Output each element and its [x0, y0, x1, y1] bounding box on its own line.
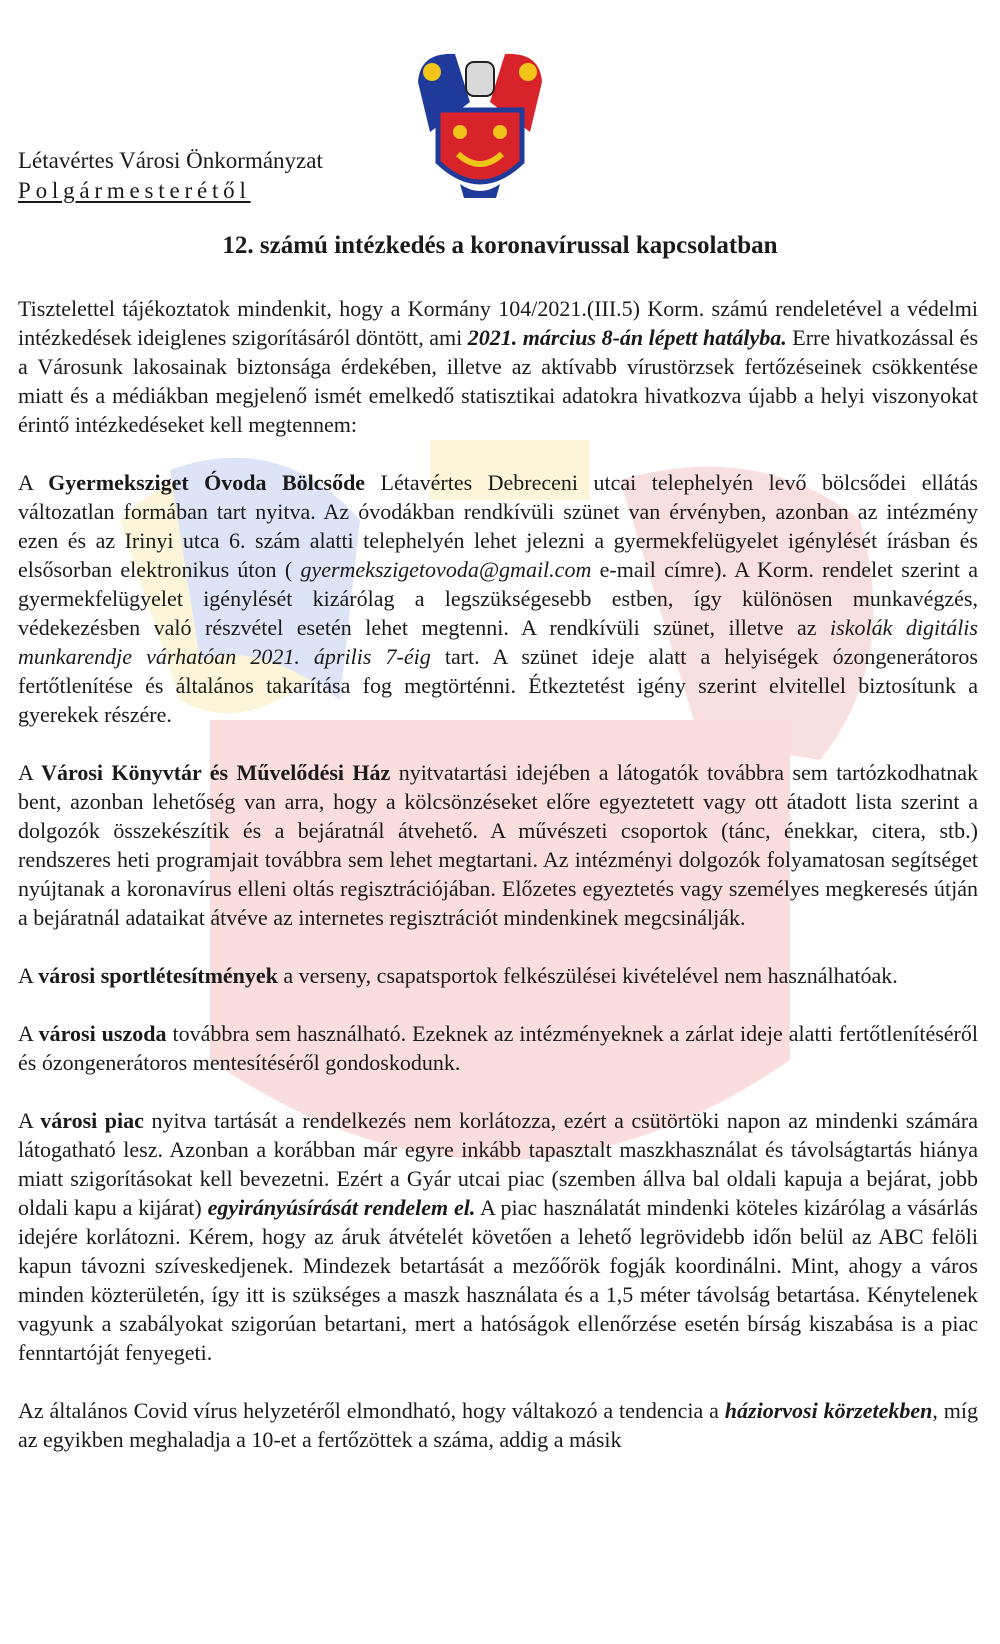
crest-gold-dot-left — [453, 125, 467, 139]
text: e-mail címre). A Korm. rendelet szerint a gyermekfelügyelet igénylését kizárólag a legszükségesebb estben, így különösen munkavégzés, védekezésben való részvétel esetén lehet megtenni. A rendkívüli szünet, illetve az — [18, 557, 978, 640]
text: A — [18, 1108, 41, 1133]
text: A — [18, 963, 39, 988]
email-address: gyermekszigetovoda@gmail.com — [300, 557, 592, 582]
text: a verseny, csapatsportok felkészülései kivételével nem használhatóak. — [277, 963, 898, 988]
crest-shield-red — [438, 110, 522, 182]
paragraph-kindergarten — [18, 468, 978, 729]
paragraph-covid-situation — [18, 1396, 978, 1454]
text: Létavértes Debreceni utcai telephelyén levő bölcsődei ellátás változatlan formában tart nyitva. Az óvodákban rendkívüli szünet van érvényben, azonban az intézmény ezen és az Irinyi utca 6. szám alatti telephelyén lehet jelezni a gyermekfelügyelet igénylését írásban és elsősorban elektronikus úton ( — [18, 470, 978, 582]
institution-name: városi piac — [40, 1108, 144, 1133]
institution-name: Gyermeksziget Óvoda Bölcsőde — [48, 470, 366, 495]
institution-name: Városi Könyvtár és Művelődési Ház — [41, 760, 391, 785]
text: nyitvatartási idejében a látogatók továbbra sem tartózkodhatnak bent, azonban lehetőség van arra, hogy a kölcsönzéseket előre egyeztetett vagy ott átadott lista szerint a dolgozók összekészítik és a bejáratnál átvehető. A művészeti csoportok (tánc, énekkar, citera, stb.) rendszeres heti programjait továbbra sem lehet megtartani. Az intézményi dolgozók folyamatosan segítséget nyújtanak a koronavírus elleni oltás regisztrációjában. Előzetes egyeztetés vagy személyes megkeresés útján a bejáratnál adataikat átvéve az internetes regisztrációt mindenkinek megcsinálják. — [18, 760, 978, 930]
text: , míg az egyikben meghaladja a 10-et a fertőzöttek a száma, addig a másik — [18, 1398, 978, 1452]
text: A — [18, 470, 49, 495]
text: A — [18, 1021, 39, 1046]
coat-of-arms-crest — [410, 42, 550, 204]
institution-name: városi sportlétesítmények — [38, 963, 278, 988]
school-schedule: iskolák digitális munkarendje várhatóan 2021. április 7-éig — [18, 615, 978, 669]
text: nyitva tartását a rendelkezés nem korlátozza, ezért a csütörtöki napon az mindenki számára látogatható lesz. Azonban a korábban már egyre inkább tapasztalt maszkhasználat és távolságtartás hiánya miatt szigorításokat kell bevezetni. Ezért a Gyár utcai piac (szemben állva bal oldali kapuja a bejárat, jobb oldali kapu a kijárat) — [18, 1108, 978, 1220]
text: A — [18, 760, 42, 785]
paragraph-pool — [18, 1019, 978, 1077]
text: A piac használatát mindenki köteles kizárólag a vásárlás idejére korlátozni. Kérem, hogy az áruk átvételét követően a lehető legrövidebb időn belül az ABC felöli kapun távozni szíveskedjenek. Mindezek betartását a mezőőrök fogják koordinálni. Mint, ahogy a város minden közterületén, így itt is szükséges a maszk használata és a 1,5 méter távolság betartása. Kénytelenek vagyunk a szabályokat szigorúan betartani, mert a hatóságok ellenőrzése esetén bírság kiszabása is a piac fenntartóját fenyegeti. — [18, 1195, 978, 1365]
crest-blue-base — [460, 184, 500, 198]
document-title: 12. számú intézkedés a koronavírussal kapcsolatban — [222, 232, 778, 259]
paragraph-sports — [18, 961, 978, 990]
paragraph-intro — [18, 294, 978, 439]
sender-block — [18, 146, 323, 206]
text: Erre hivatkozással és a Városunk lakosainak biztonsága érdekében, illetve az aktívabb vírustörzsek fertőzéseinek csökkentése miatt és a médiákban megjelenő ismét emelkedő statisztikai adatokra hivatkozva újabb a helyi viszonyokat érintő intézkedéseket kell megtennem: — [18, 325, 979, 437]
sender-organization: Létavértes Városi Önkormányzat — [18, 148, 323, 173]
crest-helmet — [466, 62, 494, 96]
paragraph-library — [18, 758, 978, 932]
one-way-order: egyirányúsírását rendelem el. — [207, 1195, 476, 1220]
crest-gold-dot-right — [493, 125, 507, 139]
effective-date: 2021. március 8-án lépett hatályba. — [467, 325, 787, 350]
text: Az általános Covid vírus helyzetéről elmondható, hogy váltakozó a tendencia a — [18, 1398, 725, 1423]
crest-gold-ornament-left — [423, 63, 441, 81]
institution-name: városi uszoda — [38, 1021, 167, 1046]
paragraph-market — [18, 1106, 978, 1367]
crest-gold-ornament-right — [519, 63, 537, 81]
text: továbbra sem használható. Ezeknek az intézményeknek a zárlat ideje alatti fertőtlenítéséről és ózongenerátoros mentesítéséről gondoskodunk. — [18, 1021, 978, 1075]
document-body — [18, 294, 978, 1483]
text: Tisztelettel tájékoztatok mindenkit, hogy a Kormány 104/2021.(III.5) Korm. számú rendeletével a védelmi intézkedések ideiglenes szigorításáról döntött, ami — [18, 296, 978, 350]
gp-districts: háziorvosi körzetekben — [724, 1398, 933, 1423]
sender-department: Polgármesterétől — [18, 178, 251, 203]
text: tart. A szünet ideje alatt a helyiségek ózongenerátoros fertőtlenítése és általános takarítása fog megtörténni. Étkeztetést igény szerint elvitellel biztosítunk a gyerekek részére. — [18, 644, 978, 727]
